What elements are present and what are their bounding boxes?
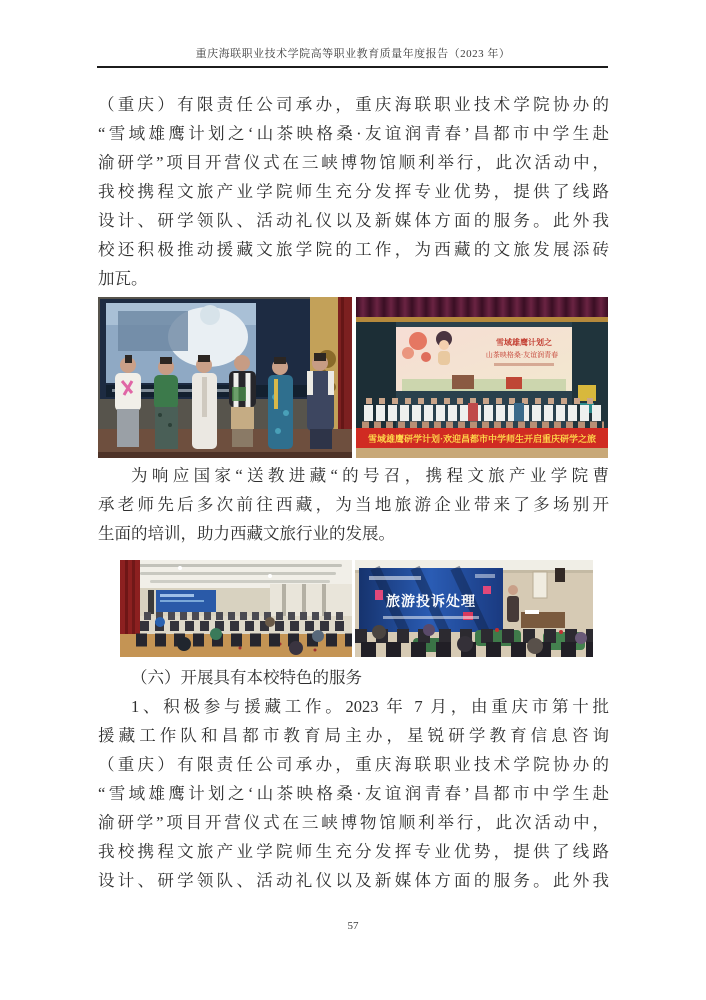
body-line: 我校携程文旅产业学院师生充分发挥专业优势，提供了线路 bbox=[98, 842, 609, 861]
body-line: 渝研学”项目开营仪式在三峡博物馆顺利举行，此次活动中， bbox=[98, 153, 609, 172]
photo-complaint-training-art bbox=[355, 560, 593, 657]
body-line: 校还积极推动援藏文旅学院的工作，为西藏的文旅发展添砖 bbox=[98, 240, 609, 259]
body-line: 1、积极参与援藏工作。2023 年 7 月，由重庆市第十批 bbox=[131, 697, 609, 716]
body-line: 援藏工作队和昌都市教育局主办，星锐研学教育信息咨询 bbox=[98, 726, 609, 745]
page-number: 57 bbox=[347, 920, 359, 932]
body-line: 渝研学”项目开营仪式在三峡博物馆顺利举行，此次活动中， bbox=[98, 813, 609, 832]
banner-text: 雪域雄鹰研学计划·欢迎昌都市中学师生开启重庆研学之旅 bbox=[367, 434, 597, 444]
body-line: 我校携程文旅产业学院师生充分发挥专业优势，提供了线路 bbox=[98, 182, 609, 201]
photo-complaint-training bbox=[355, 560, 593, 657]
screen-title-line2: 山茶映格桑·友谊润青春 bbox=[485, 351, 559, 359]
body-line: 承老师先后多次前往西藏，为当地旅游企业带来了多场别开 bbox=[98, 495, 609, 514]
section-heading: （六）开展具有本校特色的服务 bbox=[131, 668, 362, 687]
paragraph-3 bbox=[98, 692, 609, 895]
paragraph-1 bbox=[98, 90, 609, 293]
photo-group-with-screen-art bbox=[98, 297, 352, 458]
body-line: （重庆）有限责任公司承办，重庆海联职业技术学院协办的 bbox=[98, 95, 609, 114]
photo-stage-group-art bbox=[356, 297, 608, 458]
photo-stage-group bbox=[356, 297, 608, 458]
header-rule bbox=[97, 66, 608, 68]
body-line: 设计、研学领队、活动礼仪以及新媒体方面的服务。此外我 bbox=[98, 211, 609, 230]
body-line: 加瓦。 bbox=[98, 269, 148, 288]
paragraph-2 bbox=[98, 461, 609, 548]
photo-training-audience bbox=[120, 560, 352, 657]
body-line: （重庆）有限责任公司承办，重庆海联职业技术学院协办的 bbox=[98, 755, 609, 774]
page-header-title: 重庆海联职业技术学院高等职业教育质量年度报告（2023 年） bbox=[195, 48, 511, 60]
led-screen-title: 旅游投诉处理 bbox=[386, 595, 476, 610]
body-line: “雪域雄鹰计划之‘山茶映格桑·友谊润青春’昌都市中学生赴 bbox=[98, 784, 609, 803]
section-heading-block bbox=[98, 663, 609, 692]
photo-group-with-screen bbox=[98, 297, 352, 458]
body-line: “雪域雄鹰计划之‘山茶映格桑·友谊润青春’昌都市中学生赴 bbox=[98, 124, 609, 143]
body-line: 生面的培训，助力西藏文旅行业的发展。 bbox=[98, 524, 395, 543]
body-line: 设计、研学领队、活动礼仪以及新媒体方面的服务。此外我 bbox=[98, 871, 609, 890]
photo-training-audience-art bbox=[120, 560, 352, 657]
screen-title-line1: 雪域雄鹰计划之 bbox=[496, 338, 552, 347]
body-line: 为响应国家“送教进藏“的号召，携程文旅产业学院曹 bbox=[131, 466, 609, 485]
